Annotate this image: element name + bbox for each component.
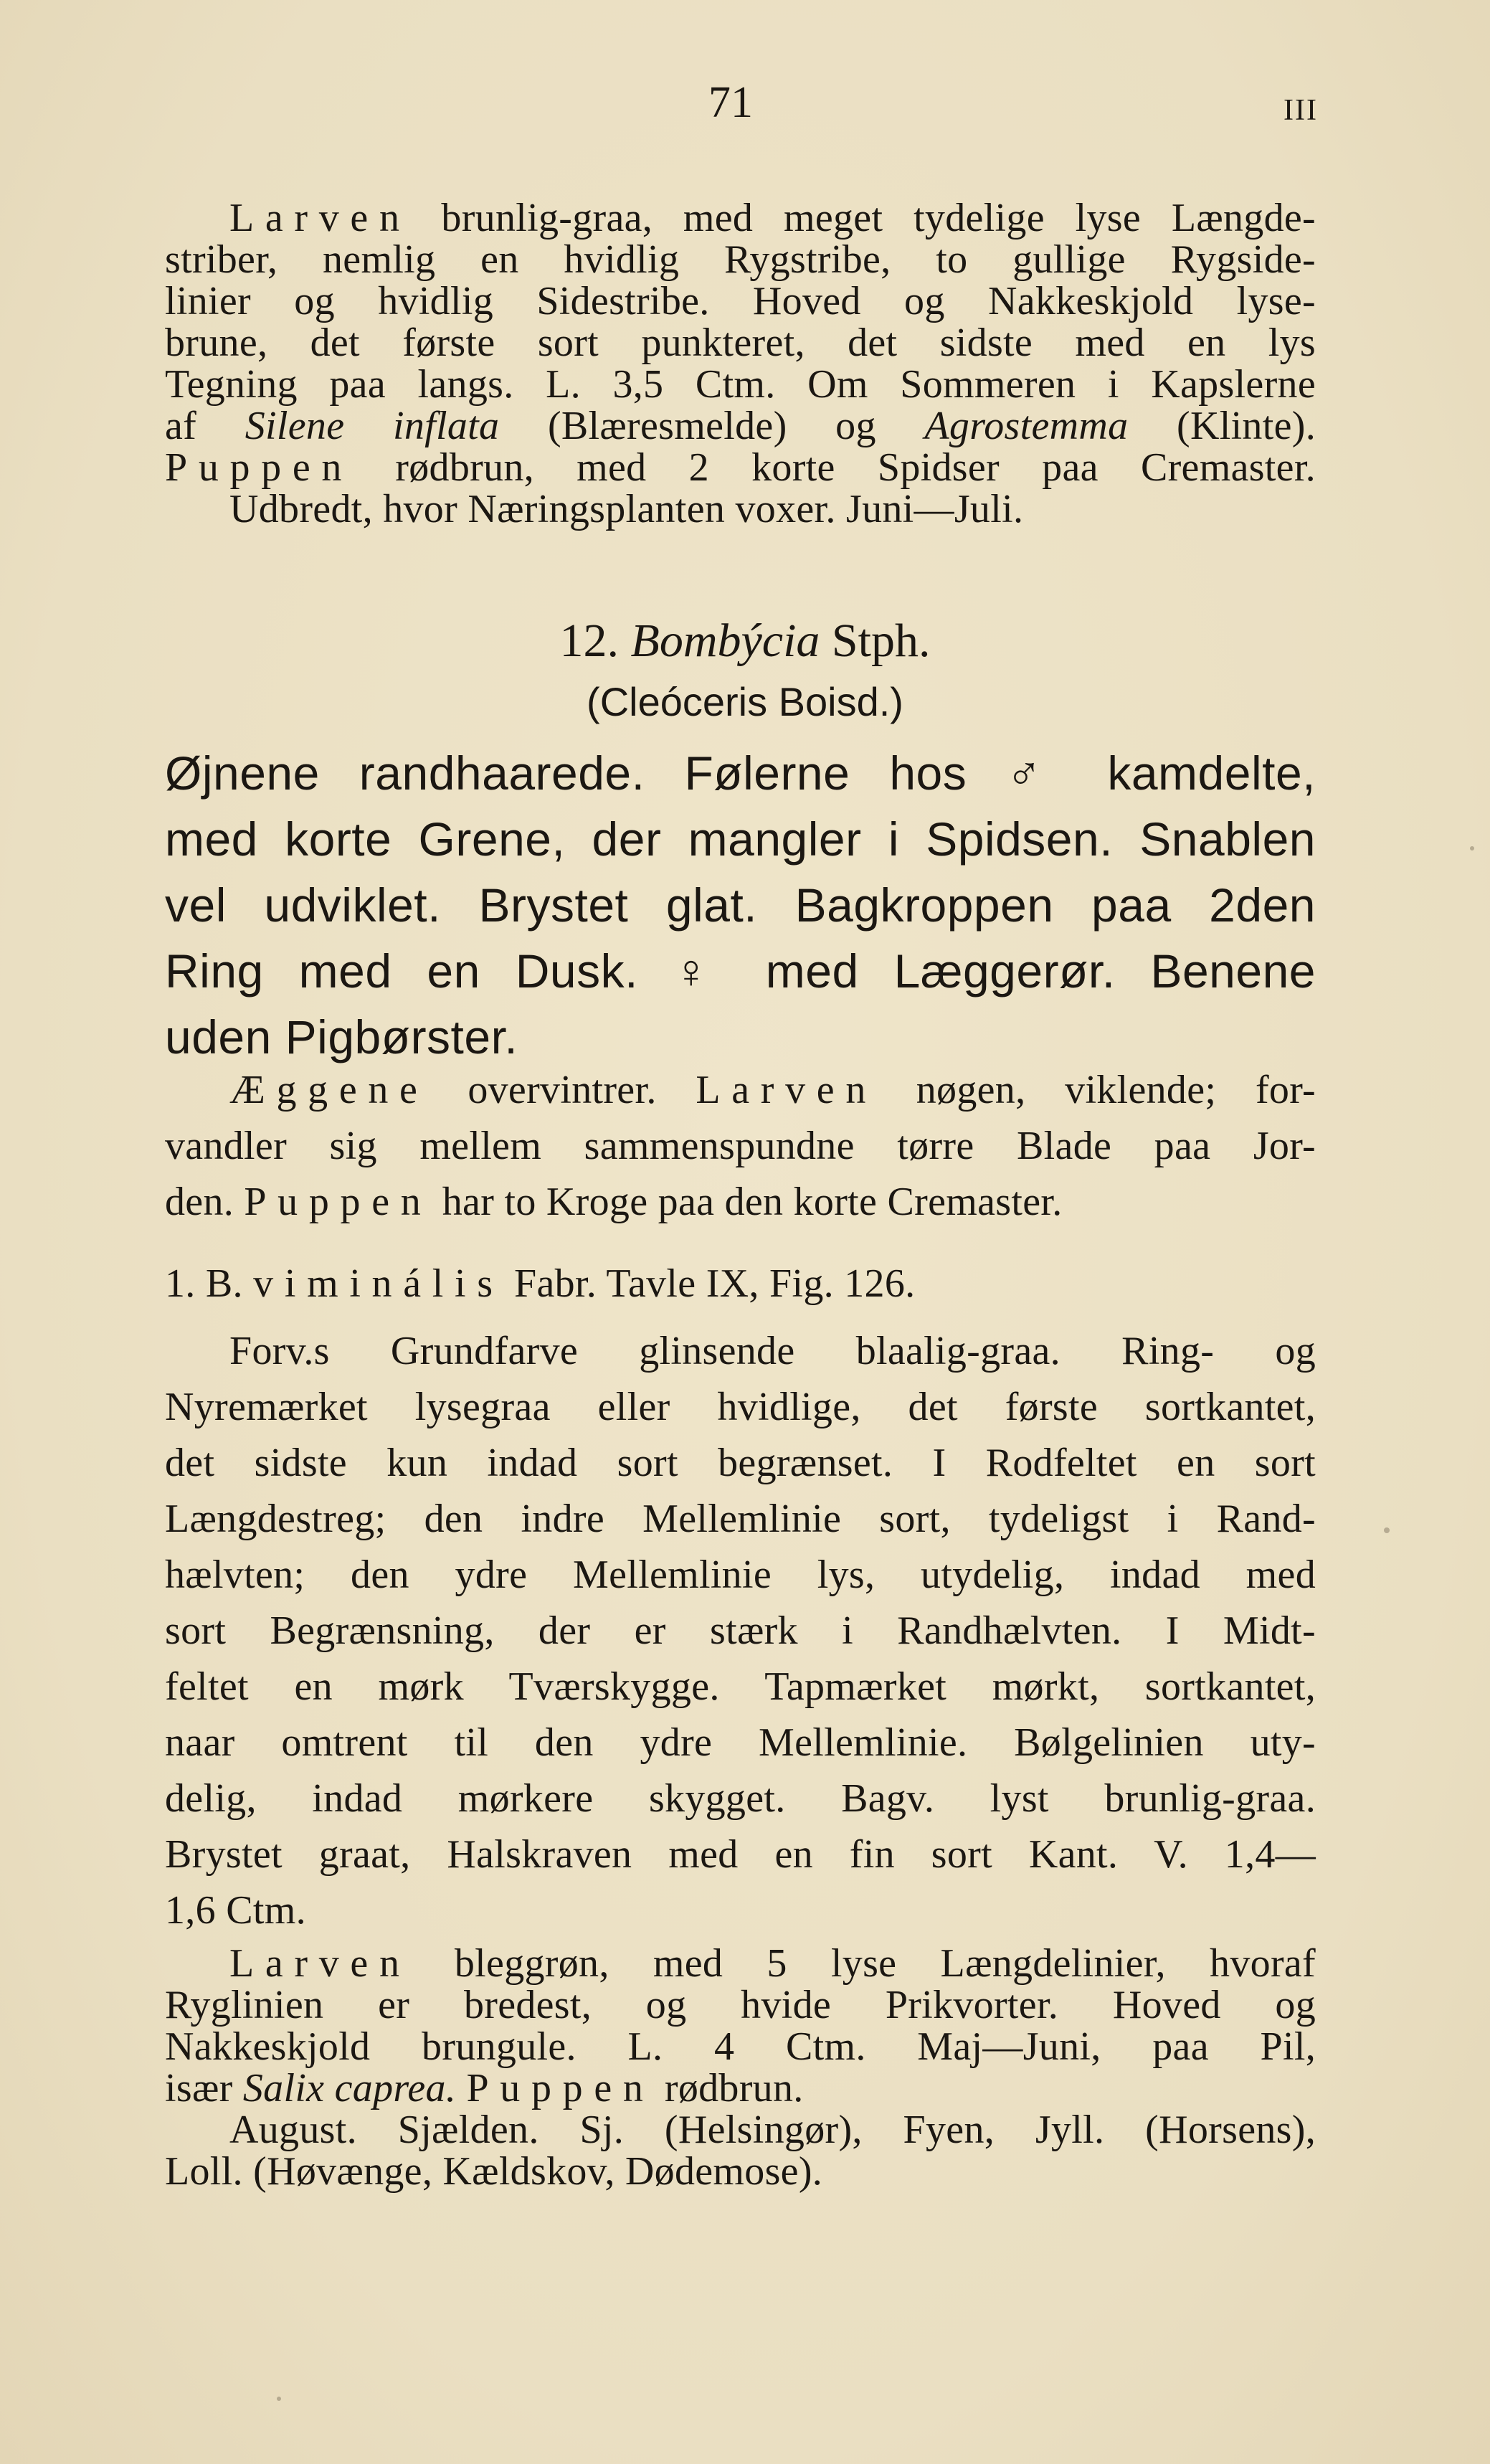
text-line: Nyremærket lysegraa eller hvidlige, det første sortkantet, — [165, 1385, 1316, 1429]
text-line: Loll. (Høvænge, Kældskov, Dødemose). — [165, 2149, 823, 2194]
text-line: feltet en mørk Tværskygge. Tapmærket mørkt, sortkantet, — [165, 1664, 1316, 1709]
text-line: Brystet graat, Halskraven med en fin sort Kant. V. 1,4— — [165, 1832, 1316, 1877]
genus-synonym: (Cleóceris Boisd.) — [587, 679, 903, 724]
text-line: Forv.s Grundfarve glinsende blaalig-graa. Ring- og — [229, 1329, 1316, 1373]
text-line: Tegning paa langs. L. 3,5 Ctm. Om Sommeren i Kapslerne — [165, 362, 1316, 407]
text-line: Længdestreg; den indre Mellemlinie sort, tydeligst i Rand- — [165, 1497, 1316, 1541]
text-line: sort Begrænsning, der er stærk i Randhælvten. I Midt- — [165, 1608, 1316, 1653]
text-line: delig, indad mørkere skygget. Bagv. lyst brunlig-graa. — [165, 1776, 1316, 1821]
text-line: Ryglinien er bredest, og hvide Prikvorter. Hoved og — [165, 1983, 1316, 2027]
text-line: Puppen rødbrun, med 2 korte Spidser paa Cremaster. — [165, 445, 1316, 490]
paper-speck — [1384, 1527, 1390, 1533]
text-line: August. Sjælden. Sj. (Helsingør), Fyen, Jyll. (Horsens), — [229, 2108, 1316, 2152]
text-line: linier og hvidlig Sidestribe. Hoved og Nakkeskjold lyse- — [165, 279, 1316, 323]
genus-heading: 12. Bombýcia Stph. — [559, 615, 931, 667]
text-line: 1,6 Ctm. — [165, 1888, 306, 1933]
text-line: Æggene overvintrer. Larven nøgen, viklende; for- — [229, 1068, 1316, 1112]
paper-speck — [277, 2397, 281, 2401]
text-line: det sidste kun indad sort begrænset. I Rodfeltet en sort — [165, 1441, 1316, 1485]
sheet-signature: III — [1283, 94, 1318, 127]
text-line: især Salix caprea. Puppen rødbrun. — [165, 2066, 804, 2110]
text-line: Udbredt, hvor Næringsplanten voxer. Juni—Juli. — [229, 487, 1024, 531]
paper-speck — [1470, 846, 1474, 850]
text-line: Øjnene randhaarede. Følerne hos ♂ kamdelte, — [165, 747, 1316, 800]
text-line: den. Puppen har to Kroge paa den korte Cremaster. — [165, 1180, 1063, 1224]
text-line: af Silene inflata (Blæresmelde) og Agrostemma (Klinte). — [165, 404, 1316, 448]
text-line: uden Pigbørster. — [165, 1010, 518, 1063]
text-line: brune, det første sort punkteret, det sidste med en lys — [165, 321, 1316, 365]
text-line: Nakkeskjold brungule. L. 4 Ctm. Maj—Juni, paa Pil, — [165, 2024, 1316, 2069]
page-number: 71 — [708, 78, 753, 127]
species-heading: 1. B. viminális Fabr. Tavle IX, Fig. 126. — [165, 1261, 916, 1306]
text-line: Larven brunlig-graa, med meget tydelige lyse Længde- — [229, 196, 1316, 240]
text-line: hælvten; den ydre Mellemlinie lys, utydelig, indad med — [165, 1553, 1316, 1597]
text-line: vandler sig mellem sammenspundne tørre Blade paa Jor- — [165, 1124, 1316, 1168]
text-line: Ring med en Dusk. ♀ med Læggerør. Benene — [165, 944, 1316, 998]
text-line: Larven bleggrøn, med 5 lyse Længdelinier, hvoraf — [229, 1941, 1316, 1986]
text-line: vel udviklet. Brystet glat. Bagkroppen paa 2den — [165, 878, 1316, 932]
text-line: med korte Grene, der mangler i Spidsen. Snablen — [165, 812, 1316, 866]
text-line: striber, nemlig en hvidlig Rygstribe, to gullige Rygside- — [165, 237, 1316, 282]
text-line: naar omtrent til den ydre Mellemlinie. Bølgelinien uty- — [165, 1720, 1316, 1765]
